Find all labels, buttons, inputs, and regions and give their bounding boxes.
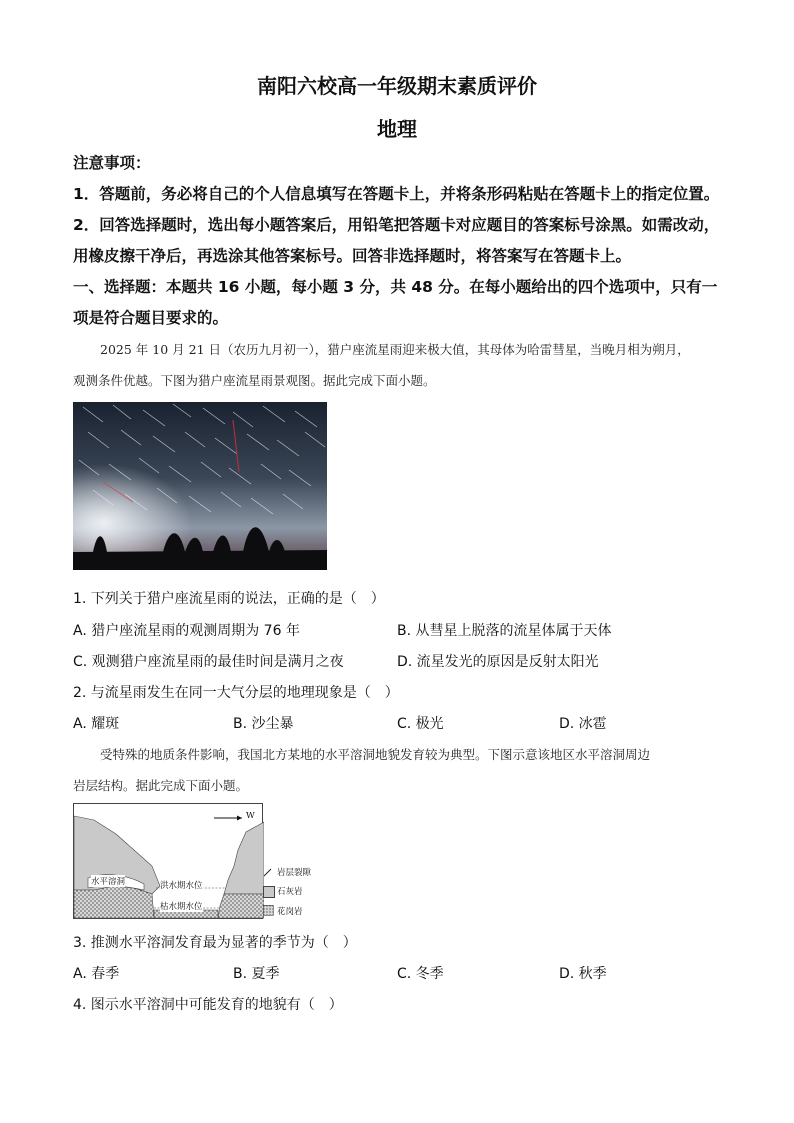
- question-1-option-d: D. 流星发光的原因是反射太阳光: [397, 654, 599, 670]
- cave-label: 水平溶洞: [91, 877, 126, 887]
- notes-item-2-line-2: 用橡皮擦干净后，再选涂其他答案标号。回答非选择题时，将答案写在答题卡上。: [73, 247, 632, 265]
- question-1-option-b: B. 从彗星上脱落的流星体属于天体: [397, 623, 612, 639]
- passage-1-line-2: 观测条件优越。下图为猎户座流星雨景观图。据此完成下面小题。: [73, 373, 436, 388]
- notes-heading: 注意事项：: [73, 154, 151, 172]
- question-1-stem: 1. 下列关于猎户座流星雨的说法，正确的是（ ）: [73, 591, 385, 607]
- question-1-option-c: C. 观测猎户座流星雨的最佳时间是满月之夜: [73, 654, 344, 670]
- diagram-legend: [263, 865, 323, 921]
- crack-legend-icon: [263, 867, 273, 877]
- dry-level-label: 枯水期水位: [160, 902, 203, 912]
- notes-item-2-line-1: 2．回答选择题时，选出每小题答案后，用铅笔把答题卡对应题目的答案标号涂黑。如需改动，: [73, 216, 720, 234]
- subject-title: 地理: [377, 117, 417, 141]
- granite-legend-swatch: [263, 905, 274, 916]
- passage-2-line-2: 岩层结构。据此完成下面小题。: [73, 778, 249, 793]
- flood-level-label: 洪水期水位: [160, 881, 203, 891]
- legend-crack-label: 岩层裂隙: [277, 868, 312, 878]
- question-3-option-d: D. 秋季: [559, 966, 607, 982]
- question-4-stem: 4. 图示水平溶洞中可能发育的地貌有（ ）: [73, 997, 343, 1013]
- question-1-option-a: A. 猎户座流星雨的观测周期为 76 年: [73, 623, 300, 639]
- passage-2-line-1: 受特殊的地质条件影响，我国北方某地的水平溶洞地貌发育较为典型。下图示意该地区水平溶洞周边: [100, 747, 651, 762]
- limestone-legend-swatch: [263, 886, 275, 898]
- section-heading-line-2: 项是符合题目要求的。: [73, 309, 229, 327]
- question-2-option-b: B. 沙尘暴: [233, 716, 294, 732]
- question-2-stem: 2. 与流星雨发生在同一大气分层的地理现象是（ ）: [73, 685, 399, 701]
- meteor-shower-photo: [73, 402, 327, 570]
- meteor-shower-image: [73, 402, 327, 570]
- question-2-option-a: A. 耀斑: [73, 716, 120, 732]
- cave-cross-section-diagram: [73, 803, 263, 919]
- question-3-option-c: C. 冬季: [397, 966, 444, 982]
- passage-1-line-1: 2025 年 10 月 21 日（农历九月初一），猎户座流星雨迎来极大值，其母体为哈雷彗星，当晚月相为朔月，: [100, 342, 690, 357]
- question-3-stem: 3. 推测水平溶洞发育最为显著的季节为（ ）: [73, 935, 357, 951]
- notes-item-1: 1．答题前，务必将自己的个人信息填写在答题卡上，并将条形码粘贴在答题卡上的指定位置。: [73, 185, 720, 203]
- question-2-option-d: D. 冰雹: [559, 716, 607, 732]
- legend-limestone-label: 石灰岩: [277, 887, 303, 897]
- legend-granite-label: 花岗岩: [277, 907, 303, 917]
- section-heading-line-1: 一、选择题：本题共 16 小题，每小题 3 分，共 48 分。在每小题给出的四个选项中，只有一: [73, 278, 718, 296]
- question-2-option-c: C. 极光: [397, 716, 444, 732]
- question-3-option-b: B. 夏季: [233, 966, 280, 982]
- direction-label: W: [246, 811, 255, 821]
- question-3-option-a: A. 春季: [73, 966, 120, 982]
- page-title: 南阳六校高一年级期末素质评价: [257, 74, 537, 98]
